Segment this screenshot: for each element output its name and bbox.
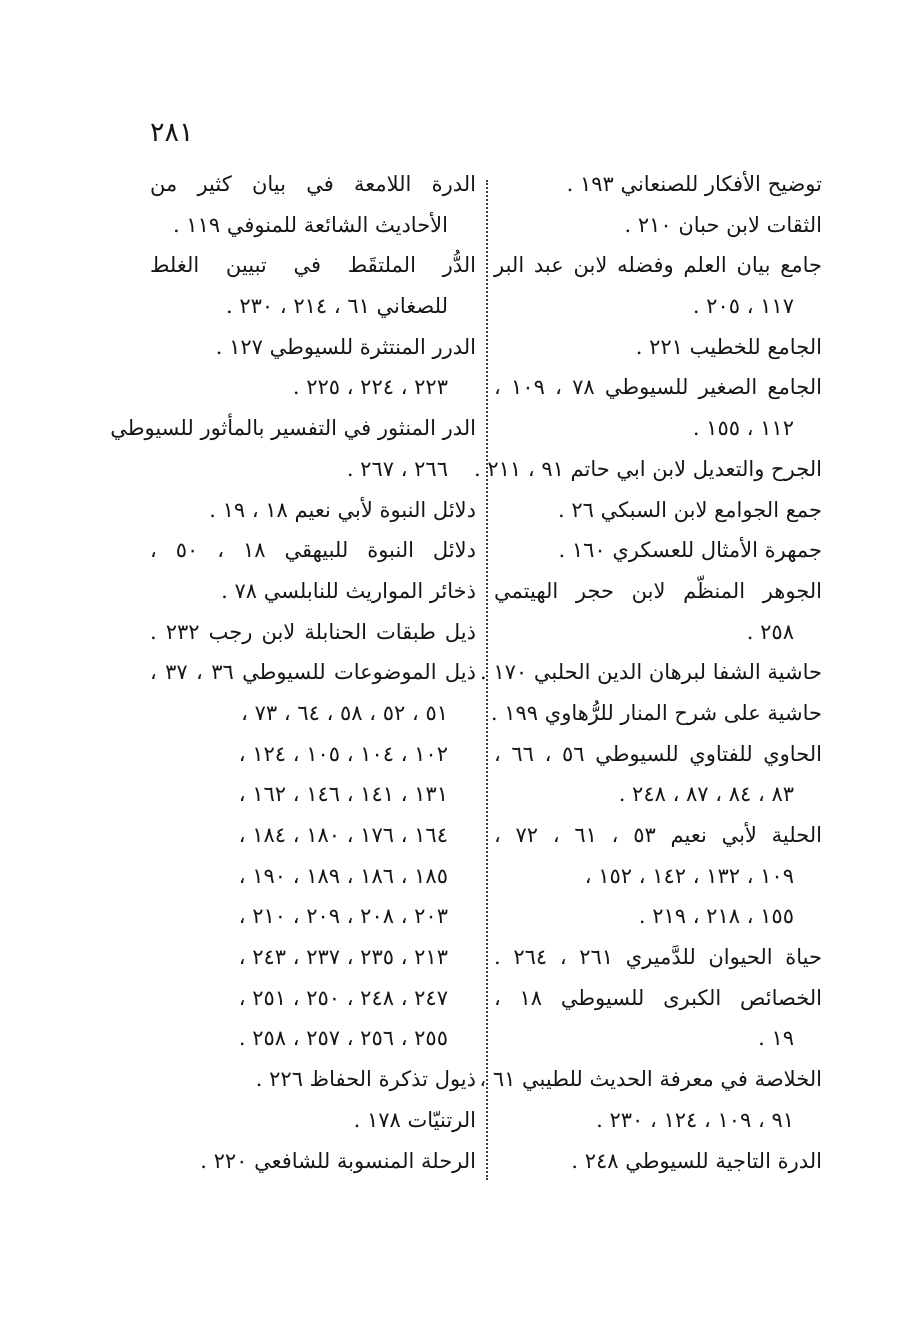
index-line: ٢٤٧ ، ٢٤٨ ، ٢٥٠ ، ٢٥١ ، xyxy=(238,985,448,1010)
index-line: ٢٥٨ . xyxy=(746,619,794,644)
index-line: ١٠٩ ، ١٣٢ ، ١٤٢ ، ١٥٢ ، xyxy=(584,863,794,888)
index-line: الحاوي للفتاوي للسيوطي ٥٦ ، ٦٦ ، xyxy=(494,741,822,766)
index-line: الرحلة المنسوبة للشافعي ٢٢٠ . xyxy=(200,1148,476,1173)
index-line: الرتنيّات ١٧٨ . xyxy=(353,1107,476,1132)
index-line: الجرح والتعديل لابن ابي حاتم ٩١ ، ٢١١ . xyxy=(473,456,822,481)
index-line: جامع بيان العلم وفضله لابن عبد البر xyxy=(494,253,822,278)
index-line: ٢٠٣ ، ٢٠٨ ، ٢٠٩ ، ٢١٠ ، xyxy=(238,904,448,929)
index-line: دلائل النبوة للبيهقي ١٨ ، ٥٠ ، xyxy=(150,538,476,563)
index-line: ذيل الموضوعات للسيوطي ٣٦ ، ٣٧ ، xyxy=(150,660,476,685)
index-line: ٢١٣ ، ٢٣٥ ، ٢٣٧ ، ٢٤٣ ، xyxy=(238,945,448,970)
index-line: ذيول تذكرة الحفاظ ٢٢٦ . xyxy=(255,1067,476,1092)
index-line: ٢٥٥ ، ٢٥٦ ، ٢٥٧ ، ٢٥٨ . xyxy=(238,1026,448,1051)
index-line: الدرر المنتثرة للسيوطي ١٢٧ . xyxy=(215,334,476,359)
index-line: حاشية الشفا لبرهان الدين الحلبي ١٧٠ . xyxy=(479,660,822,685)
column-divider xyxy=(486,180,488,1180)
index-line: ١٠٢ ، ١٠٤ ، ١٠٥ ، ١٢٤ ، xyxy=(238,741,448,766)
index-line: الدرة التاجية للسيوطي ٢٤٨ . xyxy=(571,1148,822,1173)
index-line: حاشية على شرح المنار للرُّهاوي ١٩٩ . xyxy=(490,700,822,725)
index-line: ١٥٥ ، ٢١٨ ، ٢١٩ . xyxy=(638,904,794,929)
index-line: الثقات لابن حبان ٢١٠ . xyxy=(624,212,822,237)
index-line: ١١٧ ، ٢٠٥ . xyxy=(692,294,794,319)
index-line: ٥١ ، ٥٢ ، ٥٨ ، ٦٤ ، ٧٣ ، xyxy=(241,700,448,725)
index-line: الدرة اللامعة في بيان كثير من xyxy=(150,172,476,196)
index-line: ١٨٥ ، ١٨٦ ، ١٨٩ ، ١٩٠ ، xyxy=(238,863,448,888)
index-line: جمهرة الأمثال للعسكري ١٦٠ . xyxy=(558,538,822,563)
index-line: الجامع للخطيب ٢٢١ . xyxy=(635,334,822,359)
index-column-right xyxy=(473,164,822,1181)
index-line: الجوهر المنظّم لابن حجر الهيتمي xyxy=(494,578,822,603)
index-line: الدُّر الملتقَط في تبيين الغلط xyxy=(150,253,476,278)
index-line: حياة الحيوان للدَّميري ٢٦١ ، ٢٦٤ . xyxy=(494,945,822,970)
index-line: جمع الجوامع لابن السبكي ٢٦ . xyxy=(557,497,822,522)
index-line: ٢٦٦ ، ٢٦٧ . xyxy=(346,456,448,481)
index-line: دلائل النبوة لأبي نعيم ١٨ ، ١٩ . xyxy=(209,497,476,522)
index-line: الخصائص الكبرى للسيوطي ١٨ ، xyxy=(494,985,822,1010)
index-line: الخلاصة في معرفة الحديث للطيبي ٦١ ، xyxy=(479,1067,822,1092)
index-column-left xyxy=(110,164,476,1181)
index-line: ٩١ ، ١٠٩ ، ١٢٤ ، ٢٣٠ . xyxy=(596,1107,794,1132)
index-line: توضيح الأفكار للصنعاني ١٩٣ . xyxy=(566,172,822,196)
index-line: ١٦٤ ، ١٧٦ ، ١٨٠ ، ١٨٤ ، xyxy=(238,823,448,847)
index-line: ذخائر المواريث للنابلسي ٧٨ . xyxy=(221,578,476,603)
index-line: الجامع الصغير للسيوطي ٧٨ ، ١٠٩ ، xyxy=(494,375,822,400)
index-line: ذيل طبقات الحنابلة لابن رجب ٢٣٢ . xyxy=(150,619,476,644)
index-line: ١٣١ ، ١٤١ ، ١٤٦ ، ١٦٢ ، xyxy=(238,782,448,807)
index-line: ١١٢ ، ١٥٥ . xyxy=(692,416,794,441)
index-line: ٢٢٣ ، ٢٢٤ ، ٢٢٥ . xyxy=(292,375,448,400)
index-line: ١٩ . xyxy=(758,1026,794,1051)
index-line: ٨٣ ، ٨٤ ، ٨٧ ، ٢٤٨ . xyxy=(618,782,794,807)
index-line: الحلية لأبي نعيم ٥٣ ، ٦١ ، ٧٢ ، xyxy=(494,823,822,847)
page-number: ٢٨١ xyxy=(150,117,194,148)
index-line: الأحاديث الشائعة للمنوفي ١١٩ . xyxy=(172,212,448,237)
index-line: للصغاني ٦١ ، ٢١٤ ، ٢٣٠ . xyxy=(225,294,448,319)
index-line: الدر المنثور في التفسير بالمأثور للسيوطي xyxy=(110,416,476,441)
